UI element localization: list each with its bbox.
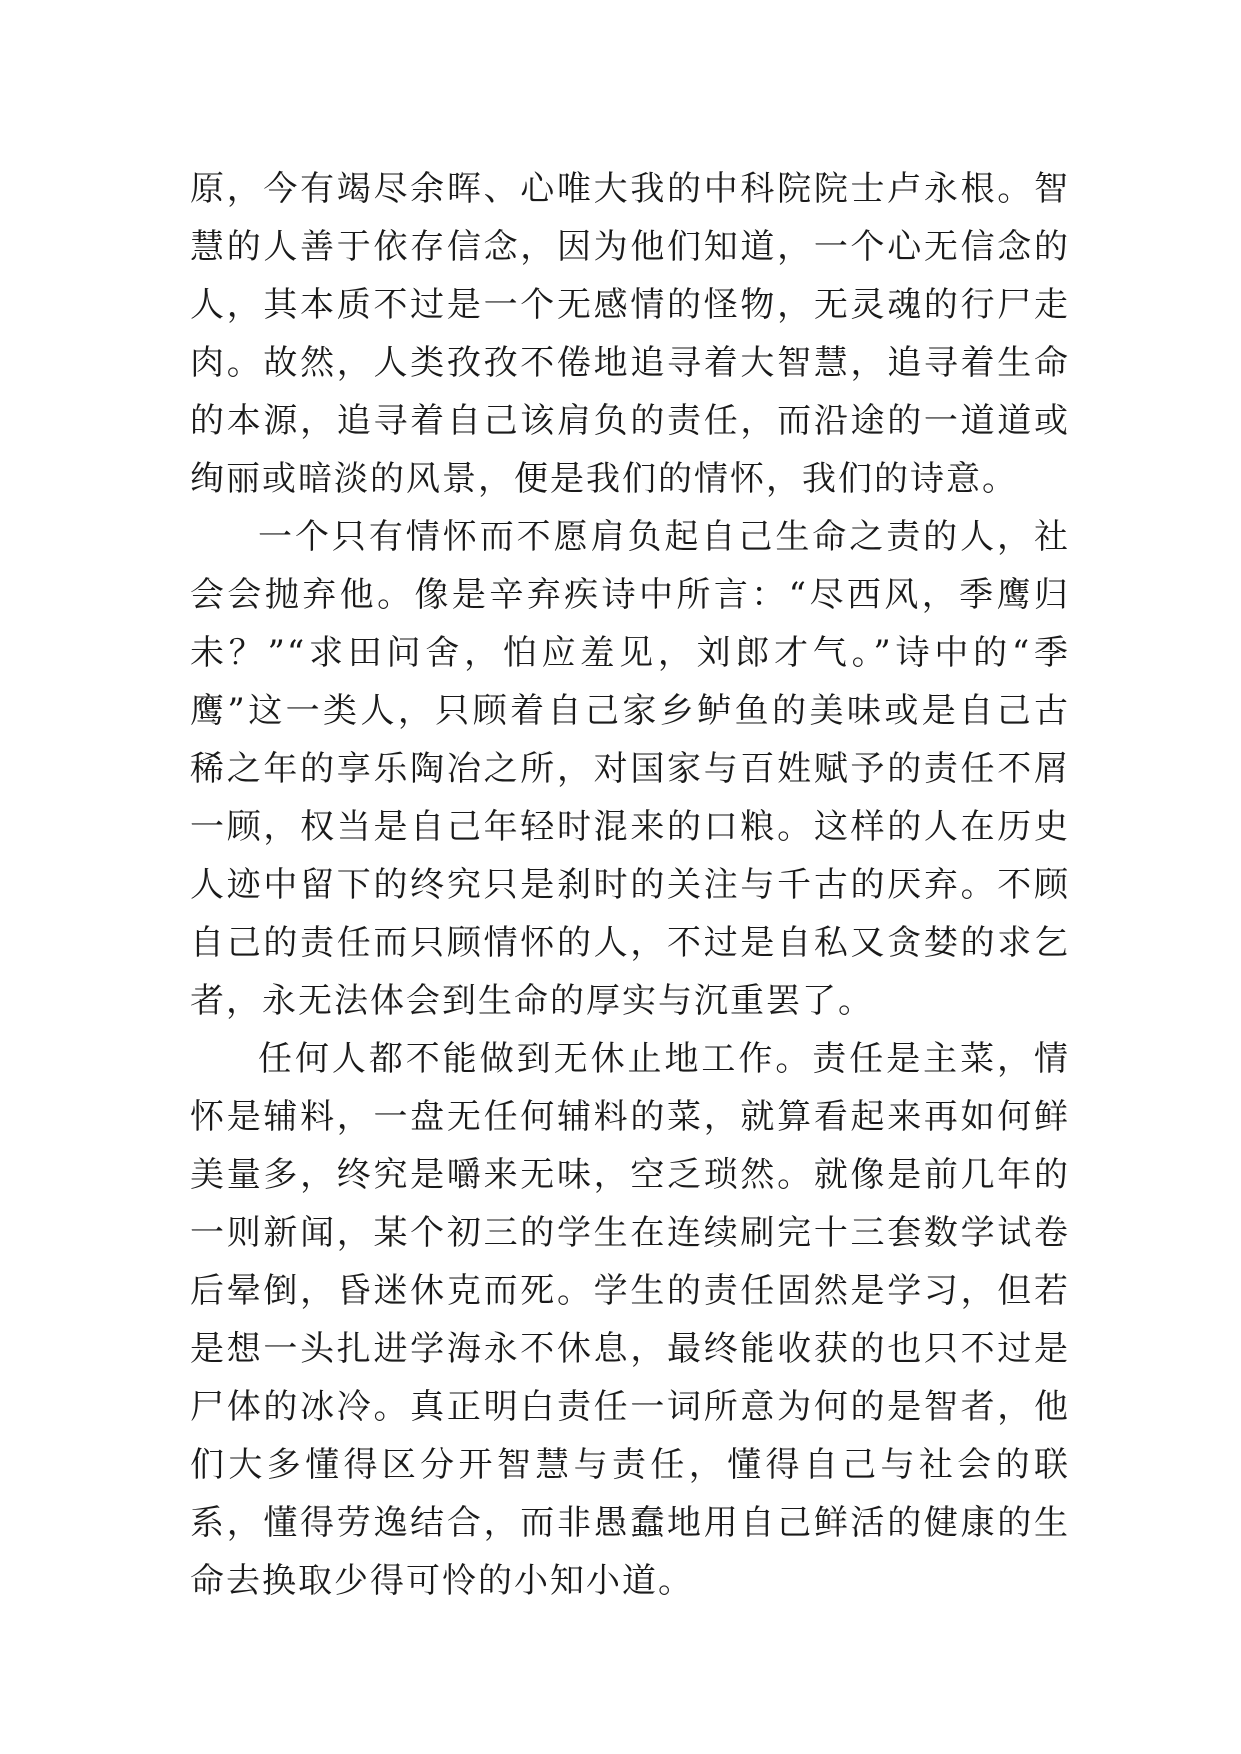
paragraph-continuation: 原，今有竭尽余晖、心唯大我的中科院院士卢永根。智慧的人善于依存信念，因为他们知道，一个心无信念的人，其本质不过是一个无感情的怪物，无灵魂的行尸走肉。故然，人类孜孜不倦地追寻着大智慧，追寻着生命的本源，追寻着自己该肩负的责任，而沿途的一道道或绚丽或暗淡的风景，便是我们的情怀，我们的诗意。 <box>190 169 1070 499</box>
paragraph-responsibility-and-sentiment: 一个只有情怀而不愿肩负起自己生命之责的人，社会会抛弃他。像是辛弃疾诗中所言：“尽西风，季鹰归未？”“求田问舍，怕应羞见，刘郎才气。”诗中的“季鹰”这一类人，只顾着自己家乡鲈鱼的美味或是自己古稀之年的享乐陶冶之所，对国家与百姓赋予的责任不屑一顾，权当是自己年轻时混来的口粮。这样的人在历史人迹中留下的终究只是刹时的关注与千古的厌弃。不顾自己的责任而只顾情怀的人，不过是自私又贪婪的求乞者，永无法体会到生命的厚实与沉重罢了。 <box>190 517 1070 1021</box>
document-body <box>190 160 1070 1610</box>
paragraph-work-and-rest: 任何人都不能做到无休止地工作。责任是主菜，情怀是辅料，一盘无任何辅料的菜，就算看起来再如何鲜美量多，终究是嚼来无味，空乏琐然。就像是前几年的一则新闻，某个初三的学生在连续刷完十三套数学试卷后晕倒，昏迷休克而死。学生的责任固然是学习，但若是想一头扎进学海永不休息，最终能收获的也只不过是尸体的冰冷。真正明白责任一词所意为何的是智者，他们大多懂得区分开智慧与责任，懂得自己与社会的联系，懂得劳逸结合，而非愚蠢地用自己鲜活的健康的生命去换取少得可怜的小知小道。 <box>190 1039 1070 1601</box>
